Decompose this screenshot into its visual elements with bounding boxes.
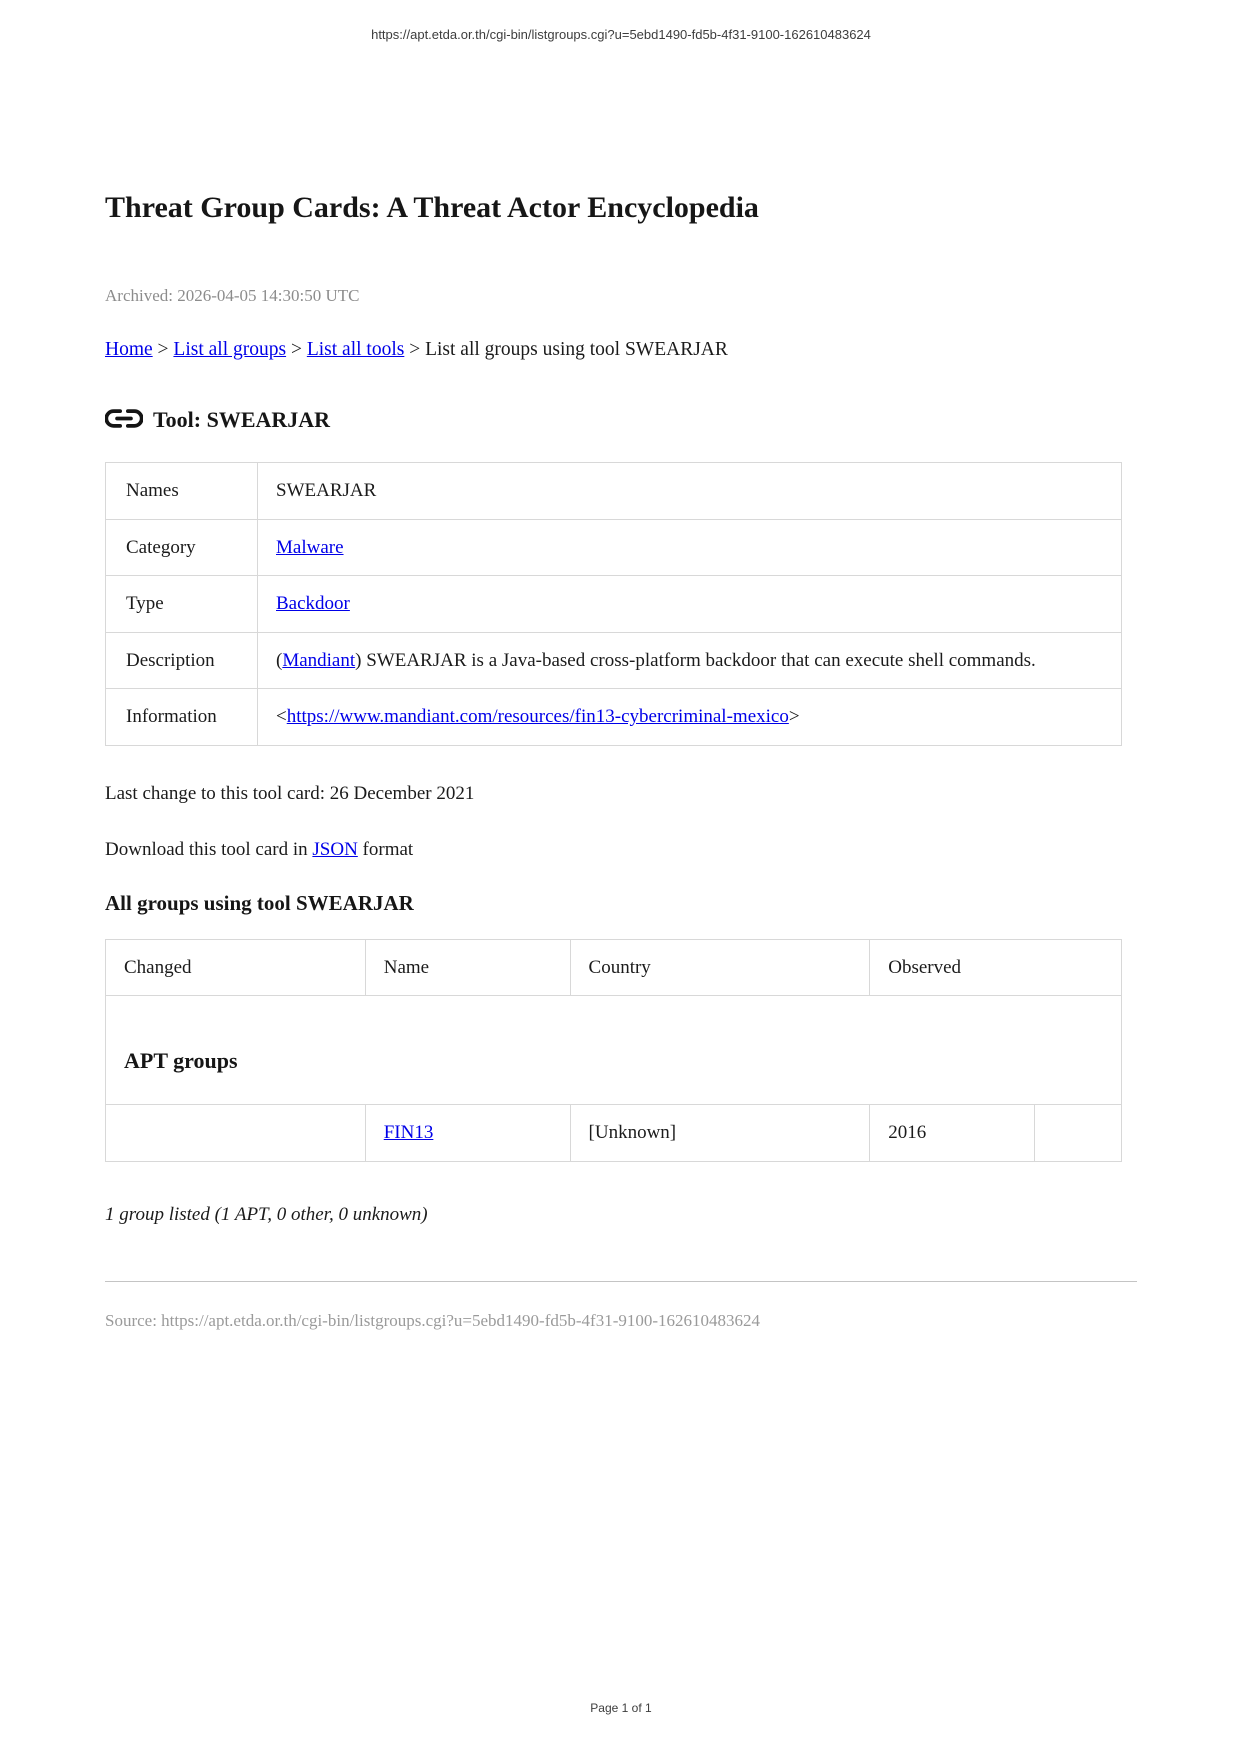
print-header-url: https://apt.etda.or.th/cgi-bin/listgroups.cgi?u=5ebd1490-fd5b-4f31-9100-162610483624 xyxy=(371,27,871,42)
breadcrumb-link-list-all-tools[interactable]: List all tools xyxy=(306,339,405,361)
groups-table-header-row xyxy=(106,939,1122,995)
apt-groups-section-row xyxy=(106,996,1122,1105)
breadcrumb-separator: > xyxy=(152,339,174,361)
groups-count-summary: 1 group listed (1 APT, 0 other, 0 unknown) xyxy=(105,1203,428,1225)
download-line xyxy=(105,835,1137,864)
backdoor-link[interactable]: Backdoor xyxy=(276,593,350,615)
tool-heading: Tool: SWEARJAR xyxy=(153,406,331,432)
breadcrumb-current: List all groups using tool SWEARJAR xyxy=(425,339,728,361)
category-cell xyxy=(258,519,1122,575)
page-title: Threat Group Cards: A Threat Actor Encyclopedia xyxy=(105,191,759,224)
table-row-names xyxy=(106,463,1122,519)
row-label: Names xyxy=(106,463,258,519)
tool-heading-row xyxy=(105,406,1137,435)
table-row-type xyxy=(106,576,1122,632)
row-label: Description xyxy=(106,632,258,688)
groups-table xyxy=(105,939,1122,1162)
malware-link[interactable]: Malware xyxy=(276,536,344,558)
country-cell: [Unknown] xyxy=(570,1105,870,1161)
names-value: SWEARJAR xyxy=(258,463,1122,519)
fin13-link[interactable]: FIN13 xyxy=(383,1122,434,1144)
column-header-name: Name xyxy=(365,939,570,995)
information-cell xyxy=(258,689,1122,745)
apt-groups-section-cell xyxy=(106,996,1122,1105)
table-row-category xyxy=(106,519,1122,575)
apt-groups-section-heading: APT groups xyxy=(124,1048,238,1074)
mandiant-resource-url-link[interactable]: https://www.mandiant.com/resources/fin13-cybercriminal-mexico xyxy=(286,706,789,728)
table-row-description xyxy=(106,632,1122,688)
download-pre: Download this tool card in xyxy=(105,839,313,860)
column-header-country: Country xyxy=(570,939,870,995)
mandiant-link[interactable]: Mandiant xyxy=(282,649,356,671)
breadcrumb xyxy=(105,338,1137,361)
source-url-line: Source: https://apt.etda.or.th/cgi-bin/listgroups.cgi?u=5ebd1490-fd5b-4f31-9100-162610483624 xyxy=(105,1311,761,1331)
page-number: Page 1 of 1 xyxy=(590,1701,652,1715)
description-text: ) SWEARJAR is a Java-based cross-platform backdoor that can execute shell commands. xyxy=(355,649,1036,671)
type-cell xyxy=(258,576,1122,632)
page-content xyxy=(105,0,1137,1332)
divider xyxy=(105,1281,1137,1282)
info-pre: < xyxy=(276,706,287,728)
name-cell xyxy=(365,1105,570,1161)
description-cell xyxy=(258,632,1122,688)
description-pre: ( xyxy=(276,649,283,671)
tool-card-table xyxy=(105,462,1122,745)
breadcrumb-separator: > xyxy=(404,339,426,361)
info-post: > xyxy=(788,706,800,728)
observed-cell: 2016 xyxy=(870,1105,1035,1161)
changed-cell xyxy=(106,1105,366,1161)
breadcrumb-link-list-all-groups[interactable]: List all groups xyxy=(173,339,287,361)
archived-timestamp: Archived: 2026-04-05 14:30:50 UTC xyxy=(105,286,360,305)
json-download-link[interactable]: JSON xyxy=(312,839,358,860)
breadcrumb-link-home[interactable]: Home xyxy=(105,339,153,361)
column-header-observed: Observed xyxy=(870,939,1122,995)
row-label: Category xyxy=(106,519,258,575)
breadcrumb-separator: > xyxy=(286,339,307,361)
chain-link-icon[interactable] xyxy=(105,406,143,431)
table-row-information xyxy=(106,689,1122,745)
last-change-line: Last change to this tool card: 26 December 2021 xyxy=(105,782,475,804)
table-row-fin13 xyxy=(106,1105,1122,1161)
row-label: Type xyxy=(106,576,258,632)
column-header-changed: Changed xyxy=(106,939,366,995)
download-post: format xyxy=(357,839,414,860)
row-label: Information xyxy=(106,689,258,745)
extra-cell xyxy=(1035,1105,1122,1161)
groups-section-heading: All groups using tool SWEARJAR xyxy=(105,891,414,916)
